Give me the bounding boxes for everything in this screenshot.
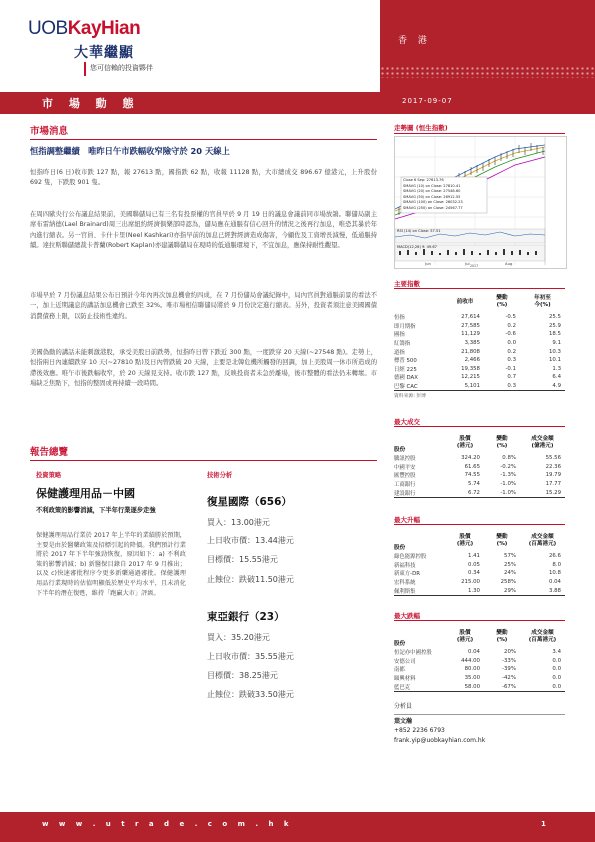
strategy-subtitle: 不利政策的影響消減，下半年行業逐步走強	[36, 507, 156, 514]
stock1-buy: 買入：13.00港元	[207, 518, 270, 527]
row-value: 0.0	[552, 666, 561, 673]
hsi-chart	[394, 136, 567, 269]
logo-chinese-name: 大華繼顯	[74, 45, 134, 61]
report-summary-divider	[30, 460, 377, 461]
market-news-subheading: 恒指調整繼續 唯昨日午市跌幅收窄險守於 20 天線上	[30, 146, 230, 156]
stock2-stop: 止蝕位：跌破33.50港元	[207, 690, 294, 699]
row-value: 0.0	[552, 657, 561, 664]
row-value: 12,215	[461, 374, 480, 381]
chart-legend	[403, 178, 463, 211]
top-losers-heading: 最大跌幅	[394, 612, 420, 620]
top-gainers-divider	[394, 524, 565, 525]
major-indices-table	[394, 291, 565, 390]
top-gainers-table-wrap	[394, 530, 565, 596]
col-header: 成交金額 (百萬港元)	[528, 630, 557, 643]
rsi-label: RSI (14) on Close: 57.51	[397, 229, 441, 233]
row-value: -0.6	[505, 331, 516, 338]
row-label: 巴黎 CAC	[394, 384, 418, 391]
legend-item: SMAVG (100) on Close: 26032.23	[403, 200, 463, 204]
col-header: 股價 (港元)	[456, 436, 474, 449]
top-gainers-heading: 最大升幅	[394, 516, 420, 524]
legend-item: Close 6 Sep: 27613.76	[403, 178, 444, 182]
row-value: 25.9	[548, 322, 561, 329]
major-indices-divider	[394, 288, 565, 289]
row-value: 10.1	[548, 357, 561, 364]
row-value: 15.29	[545, 489, 561, 496]
major-indices-source: 資料來源: 彭博	[394, 394, 426, 400]
macd-label: MACD(12,26) 9: 49.67	[397, 245, 437, 249]
row-value: 324.20	[461, 455, 480, 462]
analyst-name: 葉文瀚	[394, 717, 413, 725]
table-row	[394, 552, 565, 561]
row-value: 3,385	[464, 340, 480, 347]
row-value: 25.5	[548, 314, 561, 321]
row-label: 德國 DAX	[394, 375, 418, 382]
region-label: 香 港	[398, 36, 431, 46]
table-row	[394, 339, 565, 348]
top-gainers-table	[394, 530, 565, 595]
col-header: 成交金額 (億港元)	[531, 436, 554, 449]
row-label: 道指	[394, 349, 405, 356]
row-label: 工商銀行	[394, 482, 416, 489]
row-label: 頤興材料	[394, 676, 416, 683]
table-row	[394, 480, 565, 489]
footer-url[interactable]: w w w . u t r a d e . c o m . h k	[42, 820, 293, 828]
analyst-phone: +852 2236 6793	[394, 727, 445, 734]
table-row	[394, 674, 565, 683]
row-value: 1.41	[467, 553, 480, 560]
month-label-jul: Jul	[465, 261, 470, 266]
row-value: 0.2	[507, 348, 516, 355]
col-header: 成交金額 (百萬港元)	[528, 534, 557, 547]
stock1-stop: 止蝕位：跌破11.50港元	[207, 575, 294, 584]
logo-uob-kayhian	[28, 18, 140, 40]
table-row	[394, 365, 565, 374]
row-value: -33%	[502, 657, 516, 664]
tech-analysis-label: 技術分析	[207, 472, 233, 479]
col-header: 變動 (%)	[496, 295, 508, 308]
row-value: 0.0	[507, 340, 516, 347]
row-value: 35.00	[464, 675, 480, 682]
header-dot-pattern	[380, 66, 595, 78]
analyst-label: 分析員	[394, 702, 565, 715]
row-value: 5,101	[464, 383, 480, 390]
row-value: -0.5	[505, 314, 516, 321]
logo-slogan: 您可信賴的投資夥伴	[90, 64, 153, 72]
legend-item: SMAVG (50) on Close: 26912.55	[403, 194, 461, 199]
row-value: -1.0%	[500, 481, 516, 488]
table-row	[394, 322, 565, 331]
col-header: 股份	[394, 641, 406, 647]
row-value: 25%	[504, 561, 516, 568]
row-value: 0.8%	[502, 455, 516, 462]
col-header: 變動 (%)	[496, 534, 508, 547]
row-label: 綠色能源控股	[394, 554, 427, 561]
top-losers-table	[394, 626, 565, 691]
row-label: 新福科技	[394, 562, 416, 569]
table-row	[394, 347, 565, 356]
logo-kayhian-text: KayHian	[67, 18, 141, 39]
strategy-label: 投資策略	[36, 472, 62, 479]
legend-item: SMAVG (20) on Close: 27548.60	[403, 189, 461, 193]
row-label: 日經 225	[394, 366, 417, 373]
page-title: 市 場 動 態	[42, 97, 140, 110]
table-row	[394, 382, 565, 391]
row-value: 1.3	[552, 365, 561, 372]
table-row	[394, 330, 565, 339]
row-value: 0.05	[467, 561, 480, 568]
month-label-aug: Aug	[505, 261, 513, 266]
market-news-divider	[30, 139, 377, 140]
row-value: 21,808	[461, 348, 480, 355]
row-value: 258%	[500, 579, 516, 586]
row-label: 南都	[394, 667, 405, 674]
row-label: 新東方-DR	[394, 571, 421, 578]
table-row	[394, 463, 565, 472]
top-volume-table-wrap	[394, 432, 565, 498]
row-label: 宏科系統	[394, 580, 416, 587]
strategy-title: 保健護理用品－中國	[36, 487, 135, 500]
row-value: 6.72	[467, 489, 480, 496]
row-value: 18.5	[548, 331, 561, 338]
row-value: 0.3	[507, 383, 516, 390]
legend-item: SMAVG (10) on Close: 27810.41	[403, 183, 461, 188]
table-row	[394, 356, 565, 365]
row-label: 即月期指	[394, 323, 416, 330]
row-label: 恒記亦中國控股	[394, 650, 432, 657]
top-volume-divider	[394, 426, 565, 427]
top-volume-table	[394, 432, 565, 497]
row-value: 8.0	[552, 561, 561, 568]
top-losers-divider	[394, 620, 565, 621]
col-header: 股份	[394, 545, 406, 551]
major-indices-heading: 主要指數	[394, 280, 420, 288]
col-header: 股份	[394, 447, 406, 453]
table-rule	[394, 390, 565, 391]
stock2-target: 目標價：38.25港元	[207, 671, 278, 680]
row-value: 19,358	[461, 365, 480, 372]
row-value: 1.30	[467, 587, 480, 594]
col-header: 年初至 今(%)	[534, 295, 551, 308]
row-value: -0.2%	[500, 463, 516, 470]
row-value: 57%	[504, 553, 516, 560]
stock1-prev-close: 上日收市價：13.44港元	[207, 536, 294, 545]
row-value: 0.2	[507, 322, 516, 329]
month-label-jun: Jun	[425, 261, 431, 266]
row-value: 26.6	[548, 553, 561, 560]
report-summary-heading: 報告總覽	[30, 447, 69, 458]
stock2-prev-close: 上日收市價：35.55港元	[207, 652, 294, 661]
table-row	[394, 665, 565, 674]
market-news-para-3: 市場早於 7 月份議息結果公布日預計今年內再次加息機會約四成，在 7 月份儲局會議紀錄中，局內官員對通脹前景的看法不一，加上近期議息的講話加息機會已跌至 32%。唯市場相信聯儲局將於 9 月份決定進行縮表。另外，投資者須注意美國國債消費債務上限，以防止技術性違約。	[30, 292, 377, 320]
row-value: -39%	[502, 666, 516, 673]
row-value: 0.04	[548, 579, 561, 586]
major-indices-table-wrap	[394, 291, 565, 399]
row-label: 恒指	[394, 315, 405, 322]
chart-heading: 走勢圖 (恒生指數)	[394, 124, 448, 132]
col-header: 前收市	[456, 298, 474, 305]
row-value: -42%	[502, 675, 516, 682]
col-header: 變動 (%)	[496, 436, 508, 449]
col-header: 股價 (港元)	[456, 630, 474, 643]
table-rule	[394, 595, 565, 596]
table-rule	[394, 691, 565, 692]
row-value: 0.34	[467, 570, 480, 577]
chart-divider	[394, 133, 565, 134]
table-row	[394, 682, 565, 691]
report-date: 2017-09-07	[402, 97, 453, 105]
row-value: 17.77	[545, 481, 561, 488]
row-value: 80.00	[464, 666, 480, 673]
row-label: 紅籌指	[394, 341, 411, 348]
table-row	[394, 578, 565, 587]
table-row	[394, 488, 565, 497]
row-value: 444.00	[461, 657, 480, 664]
row-label: 騰訊控股	[394, 456, 416, 463]
row-label: 建設銀行	[394, 490, 416, 497]
row-value: 3.88	[548, 587, 561, 594]
table-rule	[394, 497, 565, 498]
col-header: 變動 (%)	[496, 630, 508, 643]
table-row	[394, 586, 565, 595]
table-row	[394, 471, 565, 480]
market-news-heading: 市場消息	[30, 126, 69, 137]
row-value: 6.4	[552, 374, 561, 381]
row-value: 29%	[504, 587, 516, 594]
row-value: 27,614	[461, 314, 480, 321]
row-value: 11,129	[461, 331, 480, 338]
table-row	[394, 569, 565, 578]
row-label: 中國平安	[394, 464, 416, 471]
row-value: -1.3%	[500, 472, 516, 479]
row-value: 27,585	[461, 322, 480, 329]
row-value: 0.0	[552, 683, 561, 690]
row-label: 國指	[394, 332, 405, 339]
row-value: 20%	[504, 649, 516, 656]
table-row	[394, 648, 565, 657]
row-value: 74.55	[464, 472, 480, 479]
row-value: 3.4	[552, 649, 561, 656]
col-header: 股價 (港元)	[456, 534, 474, 547]
analyst-block	[394, 702, 565, 745]
legend-item: SMAVG (250) on Close: 24567.77	[403, 205, 463, 210]
row-label: 安德公司	[394, 658, 416, 665]
row-value: 19.79	[545, 472, 561, 479]
row-value: 10.3	[548, 348, 561, 355]
table-row	[394, 454, 565, 463]
year-label: 2017	[470, 264, 479, 268]
analyst-email[interactable]: frank.yip@uobkayhian.com.hk	[394, 736, 486, 744]
logo-accent-bar	[84, 62, 86, 76]
row-value: 0.3	[507, 357, 516, 364]
row-value: 55.56	[545, 455, 561, 462]
stock2-name: 東亞銀行（23）	[207, 611, 285, 623]
market-news-para-1: 恒指昨日(6 日)收市跌 127 點，報 27613 點，國指跌 62 點，收報 11128 點，大市總成交 896.67 億港元，上升股份 692 隻，下跌股 901 隻。	[30, 169, 377, 187]
row-value: -67%	[502, 683, 516, 690]
row-value: 4.9	[552, 383, 561, 390]
row-value: 5.74	[467, 481, 480, 488]
top-volume-heading: 最大成交	[394, 418, 420, 426]
row-label: 匯豐控股	[394, 473, 416, 480]
stock2-buy: 買入：35.20港元	[207, 633, 270, 642]
row-value: 61.65	[464, 463, 480, 470]
header-red-band	[380, 0, 595, 92]
market-news-para-2: 在周四歐央行公布議息結果前，美國聯儲局已有三名有投票權的官員早於 9 月 19 日的議息會議前同市場放鴿。聯儲局副主席布雷納德(Lael Brainard)周三出席紐約經濟俱樂部時認為，儲局應在通脹有信心回升的情況之後再行加息，唯恐其暴於年內進行縮表。另一官員、卡什卡里(Neel Kashkari)亦指早前的加息已經對經濟造成傷害，今顧佐及工資增長減慢，低通脹持續。達拉斯聯儲總裁卡普蘭(Robert Kaplan)亦建議聯儲局在現時的低通脹環境下，不宜加息，應保持耐性觀望。	[30, 211, 377, 250]
row-value: 24%	[504, 570, 516, 577]
row-label: 藍巴克	[394, 684, 411, 691]
table-row	[394, 561, 565, 570]
market-news-para-4: 美國偽動的講話未能刺激港股，承受美股日前跌勢，恒指昨日曾下跌近 300 點，一度跌穿 20 天線(~27548 點)。走勢上，恒指兩日內連續跌穿 10 天(~27810 點)及日內曾跌破 20 天線，主要是北韓危機所觸發的回調，加上美股周一休市所造成的滯後效應。唯午市後跌幅收窄，於 20 天線見支持。收市跌 127 點，反映投資者未急於離場，後市整體的看法仍未轉壞。市場缺乏焦點下，恒指的整固或再持續一段時間。	[30, 349, 377, 388]
row-label: 佩利斯集	[394, 588, 416, 595]
row-value: 58.00	[464, 683, 480, 690]
row-value: 2,466	[464, 357, 480, 364]
row-value: -1.0%	[500, 489, 516, 496]
table-row	[394, 313, 565, 322]
row-value: 10.8	[548, 570, 561, 577]
row-value: 0.04	[467, 649, 480, 656]
top-losers-table-wrap	[394, 626, 565, 692]
row-value: -0.1	[505, 365, 516, 372]
col-header	[394, 291, 446, 313]
strategy-text: 保健護理用品行業於 2017 年上半年的業績勝於預期，主要是由於醫藥政策及招標引起的降價。我們預計行業將於 2017 年下半年強勁恢復，原因如下：a) 不利政策的影響消減；b) 新醫保目錄自 2017 年 9 月推出；以及 c)快速審批程序令更多新藥通過審批。保健護理用品行業現時的估值明顯低於歷史平均水平，且未消化下半年的潛在復甦，維持「跑贏大市」評級。	[36, 532, 186, 597]
row-value: 22.36	[545, 463, 561, 470]
row-label: 標普 500	[394, 358, 417, 365]
stock1-name: 復星國際（656）	[207, 496, 292, 508]
row-value: 0.7	[507, 374, 516, 381]
row-value: 9.1	[552, 340, 561, 347]
row-value: 215.00	[461, 579, 480, 586]
table-row	[394, 657, 565, 666]
stock1-target: 目標價：15.55港元	[207, 555, 278, 564]
logo-uob-text: UOB	[28, 18, 68, 39]
row-value: 0.0	[552, 675, 561, 682]
page-number: 1	[541, 820, 546, 828]
table-row	[394, 373, 565, 382]
